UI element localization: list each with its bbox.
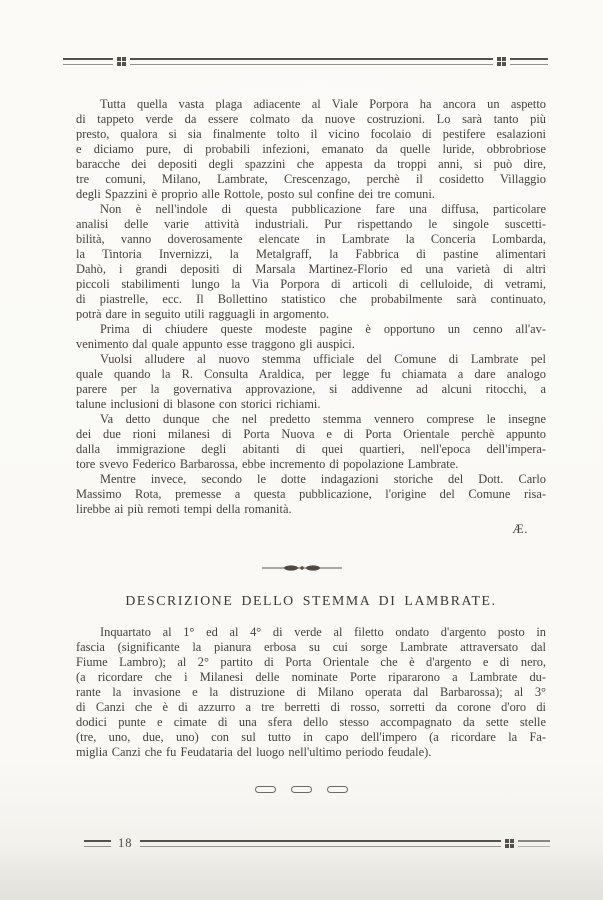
text-line: dalla immigrazione degli abitanti di quei quartieri, nell'epoca dell'impera-: [76, 442, 546, 456]
text-line: e diciamo pure, di probabili infezioni, emanato da quelle luride, obbrobriose: [76, 142, 546, 156]
page-number: 18: [118, 836, 133, 850]
text-line: tre comuni, Milano, Lambrate, Crescenzago, perchè il cosidetto Villaggio: [76, 172, 546, 186]
text-line: Dahò, i grandi depositi di Marsala Martinez-Florio ed una varietà di altri: [76, 262, 546, 276]
paragraph: [76, 352, 546, 412]
bottom-rule-segment-left: [84, 840, 111, 847]
text-line: Non è nell'indole di questa pubblicazione fare una diffusa, particolare: [100, 202, 546, 216]
author-signature: Æ.: [512, 521, 528, 536]
text-line: fascia (significante la pianura erbosa su cui sorge Lambrate attraversato dal: [76, 640, 546, 654]
text-line: miglia Canzi che fu Feudataria del luogo nell'ultimo periodo feudale).: [76, 745, 432, 759]
text-line: analisi delle varie attività industriali. Pur rispettando le singole suscetti-: [76, 217, 546, 231]
end-of-text-ornament: [0, 786, 603, 793]
article-body: [76, 97, 546, 536]
article-paragraphs: [76, 97, 546, 517]
text-line: tore svevo Federico Barbarossa, ebbe incremento di popolazione Lambrate.: [76, 457, 459, 471]
pill-ornament-icon: [291, 786, 312, 793]
bottom-rule: [84, 836, 550, 850]
text-line: la Tintoria Invernizzi, la Metalgraff, la Fabbrica di pastine alimentari: [76, 247, 546, 261]
text-line: di tappeto verde da essere colmato da nuove costruzioni. Lo sarà tanto più: [76, 112, 546, 126]
paragraph: [76, 97, 546, 202]
text-line: parere per la governativa approvazione, si addivenne ad alcuni ritocchi, a: [76, 382, 546, 396]
text-line: presto, qualora si sia finalmente tolto il vicino focolaio di pestifere esalazioni: [76, 127, 546, 141]
text-line: dei due rioni milanesi di Porta Nuova e di Porta Orientale perchè appunto: [76, 427, 546, 441]
divider-leaf-ornament-icon: [262, 561, 342, 575]
section-paragraphs: [76, 625, 546, 760]
text-line: Mentre invece, secondo le dotte indagazioni storiche del Dott. Carlo: [100, 472, 546, 486]
text-line: degli Spazzini è proprio alle Rottole, posto sul confine dei tre comuni.: [76, 187, 435, 201]
text-line: piccoli stabilimenti lungo la Via Porpora di articoli di celluloide, di vetrami,: [76, 277, 546, 291]
section-divider-ornament: [0, 561, 603, 575]
text-line: Massimo Rota, premesse a questa pubblicazione, l'origine del Comune risa-: [76, 487, 546, 501]
text-line: dodici punte e cimate di una sfera dello stesso accompagnato da sette stelle: [76, 715, 546, 729]
top-rule-dots-ornament-left: [117, 57, 126, 66]
text-line: (tre, uno, due, uno) con sul tutto in capo dell'impero (a ricordare la Fa-: [76, 730, 546, 744]
paragraph: [76, 625, 546, 760]
text-line: Prima di chiudere queste modeste pagine è opportuno un cenno all'av-: [100, 322, 546, 336]
top-rule-segment-main: [130, 58, 493, 65]
bottom-rule-segment-right: [518, 840, 550, 847]
pill-ornament-icon: [327, 786, 348, 793]
text-line: di Canzi che è di azzurro a tre berretti di rosso, sorretti da corone d'oro di: [76, 700, 546, 714]
top-rule: [63, 57, 548, 66]
top-rule-segment-left: [63, 58, 113, 65]
text-line: Tutta quella vasta plaga adiacente al Viale Porpora ha ancora un aspetto: [100, 97, 546, 111]
top-rule-segment-right: [510, 58, 548, 65]
pill-ornament-icon: [255, 786, 276, 793]
bottom-rule-dots-ornament: [505, 839, 514, 848]
text-line: quale quando la R. Consulta Araldica, per legge fu chiamata a dare analogo: [76, 367, 546, 381]
paragraph: [76, 322, 546, 352]
text-line: baracche dei depositi degli spazzini che appesta da troppi anni, si può dire,: [76, 157, 546, 171]
paragraph: [76, 412, 546, 472]
text-line: rante la invasione e la distruzione di Milano operata dal Barbarossa); al 3°: [76, 685, 546, 699]
bottom-rule-segment-main: [140, 840, 502, 847]
text-line: bilità, vanno doverosamente elencate in Lambrate la Conceria Lombarda,: [76, 232, 546, 246]
text-line: venimento dal quale appunto esse traggono gli auspici.: [76, 337, 355, 351]
top-rule-dots-ornament-right: [497, 57, 506, 66]
text-line: (a ricordare che i Milanesi delle nominate Porte ripararono a Lambrate du-: [76, 670, 546, 684]
text-line: talune inclusioni di blasone con storici richiami.: [76, 397, 321, 411]
section-heading: DESCRIZIONE DELLO STEMMA DI LAMBRATE.: [125, 593, 497, 608]
section-body: [76, 625, 546, 760]
paragraph: [76, 202, 546, 322]
paragraph: [76, 472, 546, 517]
text-line: lirebbe ai più remoti tempi della romanità.: [76, 502, 292, 516]
text-line: potrà dare in seguito utili ragguagli in argomento.: [76, 307, 330, 321]
text-line: Vuolsi alludere al nuovo stemma ufficiale del Comune di Lambrate pel: [100, 352, 546, 366]
text-line: di piastrelle, ecc. Il Bollettino statistico che probabilmente sarà continuato,: [76, 292, 546, 306]
text-line: Va detto dunque che nel predetto stemma vennero comprese le insegne: [100, 412, 546, 426]
text-line: Inquartato al 1° ed al 4° di verde al filetto ondato d'argento posto in: [100, 625, 546, 639]
text-line: Fiume Lambro); al 2° partito di Porta Orientale che è d'argento e di nero,: [76, 655, 546, 669]
